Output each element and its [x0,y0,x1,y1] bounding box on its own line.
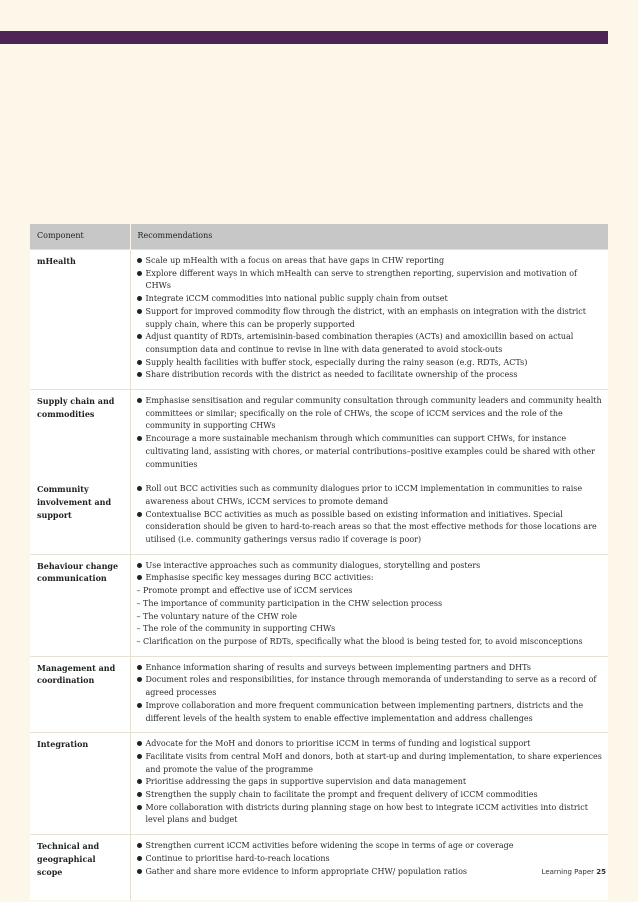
list-item: Advocate for the MoH and donors to prioritise iCCM in terms of funding and logistical support [137,738,603,751]
recommendations-cell [130,554,608,656]
component-cell: mHealth [30,250,130,390]
top-color-band [0,31,608,44]
recommendation-list [137,483,603,547]
list-item: Integrate iCCM commodities into national public supply chain from outset [137,293,603,306]
recommendations-cell [130,733,608,835]
recommendations-cell [130,656,608,733]
table-row [30,390,608,479]
list-item: Improve collaboration and more frequent communication between implementing partners, districts and the different levels of the health system to enable effective implementation and address challenges [137,700,603,725]
page-footer [542,868,606,876]
component-cell: Management and coordination [30,656,130,733]
list-item: Strengthen the supply chain to facilitate the prompt and frequent delivery of iCCM commodities [137,789,603,802]
list-item: Scale up mHealth with a focus on areas that have gaps in CHW reporting [137,255,603,268]
recommendation-list [137,662,603,726]
table-row [30,733,608,835]
recommendations-cell [130,390,608,479]
list-item: Prioritise addressing the gaps in supportive supervision and data management [137,776,603,789]
table-row [30,478,608,554]
list-item: Strengthen current iCCM activities before widening the scope in terms of age or coverage [137,840,603,853]
header-component: Component [30,224,130,250]
recommendations-cell [130,478,608,554]
table-row [30,554,608,656]
component-cell: Behaviour change communication [30,554,130,656]
list-item: Emphasise sensitisation and regular community consultation through community leaders and community health committees or similar; specifically on the role of CHWs, the scope of iCCM services and the role of the community in supporting CHWs [137,395,603,433]
table-row [30,835,608,901]
component-cell: Integration [30,733,130,835]
list-item: Roll out BCC activities such as community dialogues prior to iCCM implementation in communities to raise awareness about CHWs, iCCM services to promote demand [137,483,603,508]
list-item: Adjust quantity of RDTs, artemisinin-based combination therapies (ACTs) and amoxicillin based on actual consumption data and continue to revise in line with data generated to avoid stock-outs [137,331,603,356]
list-item: Continue to prioritise hard-to-reach locations [137,853,603,866]
component-cell: Supply chain and commodities [30,390,130,479]
recommendation-list [137,738,603,827]
recommendations-table [30,224,608,900]
list-item: Enhance information sharing of results and surveys between implementing partners and DHTs [137,662,603,675]
component-cell: Technical and geographical scope [30,835,130,901]
page-number: 25 [596,868,606,876]
list-item: Encourage a more sustainable mechanism through which communities can support CHWs, for instance cultivating land, assisting with chores, or material contributions–positive examples could be shared with other communities [137,433,603,471]
sub-list-item: – Clarification on the purpose of RDTs, specifically what the blood is being tested for, to avoid misconceptions [136,636,583,646]
list-item: Emphasise specific key messages during BCC activities: [137,572,603,585]
list-item: Explore different ways in which mHealth can serve to strengthen reporting, supervision and motivation of CHWs [137,268,603,293]
sub-list-item: – The voluntary nature of the CHW role [136,611,298,621]
list-item: Document roles and responsibilities, for instance through memoranda of understanding to serve as a record of agreed processes [137,674,603,699]
recommendation-list [137,560,603,585]
header-recommendations: Recommendations [130,224,608,250]
footer-label: Learning Paper [541,868,595,876]
recommendations-cell [130,250,608,390]
table-header-row [30,224,608,250]
list-item: Gather and share more evidence to inform appropriate CHW/ population ratios [137,866,603,879]
list-item: More collaboration with districts during planning stage on how best to integrate iCCM activities into district level plans and budget [137,802,603,827]
list-item: Support for improved commodity flow through the district, with an emphasis on integration with the district supply chain, where this can be properly supported [137,306,603,331]
list-item: Facilitate visits from central MoH and donors, both at start-up and during implementation, to share experiences and promote the value of the programme [137,751,603,776]
sub-list-item: – The importance of community participation in the CHW selection process [136,598,443,608]
list-item: Use interactive approaches such as community dialogues, storytelling and posters [137,560,603,573]
list-item: Contextualise BCC activities as much as possible based on existing information and initiatives. Special consideration should be given to hard-to-reach areas so that the most effective methods for those locations are utilised (i.e. community gatherings versus radio if coverage is poor) [137,509,603,547]
list-item: Supply health facilities with buffer stock, especially during the rainy season (e.g. RDTs, ACTs) [137,357,603,370]
table-row [30,250,608,390]
sub-list-item: – Promote prompt and effective use of iCCM services [136,586,353,596]
list-item: Share distribution records with the district as needed to facilitate ownership of the process [137,369,603,382]
recommendation-list [137,395,603,471]
key-messages-sublist [137,585,603,649]
recommendation-list [137,255,603,382]
sub-list-item: – The role of the community in supporting CHWs [136,624,336,634]
recommendations-cell [130,835,608,901]
table-row [30,656,608,733]
component-cell: Community involvement and support [30,478,130,554]
recommendation-list [137,840,603,878]
